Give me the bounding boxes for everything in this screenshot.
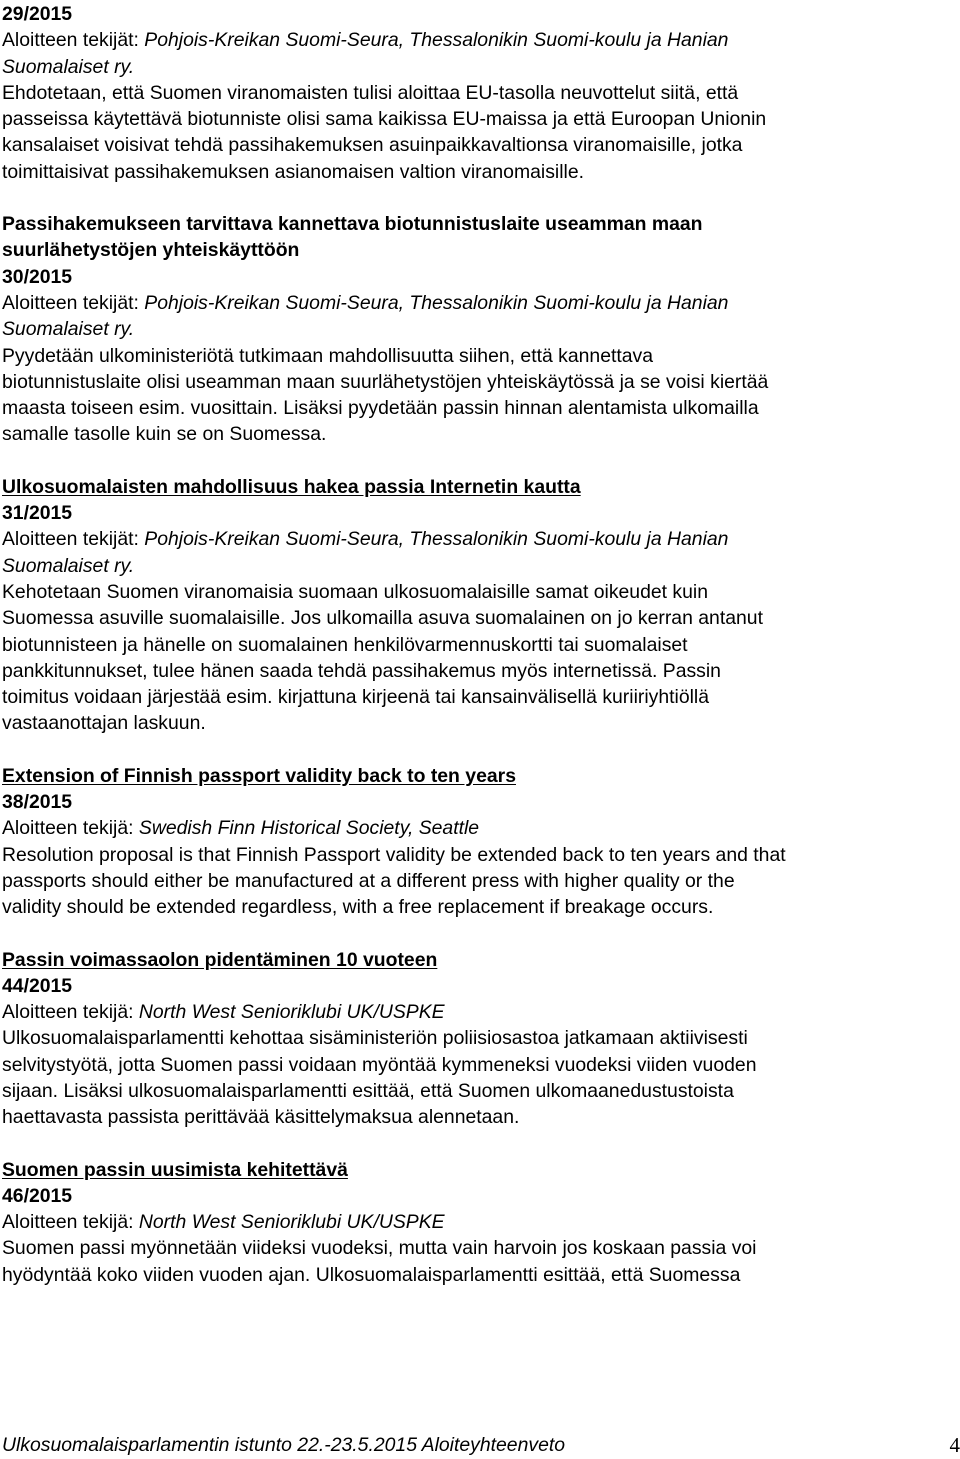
body-line: Suomessa asuville suomalaisille. Jos ulkomailla asuva suomalainen on jo kerran antanut xyxy=(2,607,763,630)
body-line: biotunnisteen ja hänelle on suomalainen henkilövarmennuskortti tai suomalaiset xyxy=(2,633,688,656)
section-title: Passin voimassaolon pidentäminen 10 vuoteen xyxy=(2,948,438,971)
initiative-number: 46/2015 xyxy=(2,1184,73,1207)
initiator-line xyxy=(2,1209,957,1235)
body-line: toimittaisivat passihakemuksen asianomaisen valtion viranomaisille. xyxy=(2,160,584,183)
section-spacer xyxy=(2,185,957,211)
body-line: Ulkosuomalaisparlamentti kehottaa sisäministeriön poliisiosastoa jatkamaan aktiivisesti xyxy=(2,1027,748,1050)
body-line: sijaan. Lisäksi ulkosuomalaisparlamentti esittää, että Suomen ulkomaanedustustoista xyxy=(2,1079,734,1102)
initiator-name: North West Senioriklubi UK/USPKE xyxy=(138,1001,445,1024)
initiator-name-cont: Suomalaiset ry. xyxy=(2,554,135,577)
section-title: Passihakemukseen tarvittava kannettava biotunnistuslaite useamman maan xyxy=(2,213,703,236)
page-number: 4 xyxy=(949,1433,960,1457)
page-footer xyxy=(2,1432,960,1458)
initiator-line xyxy=(2,27,957,53)
initiator-name: Pohjois-Kreikan Suomi-Seura, Thessalonikin Suomi-koulu ja Hanian xyxy=(144,29,729,52)
initiative-31-2015 xyxy=(2,474,957,737)
section-spacer xyxy=(2,1131,957,1157)
body-line: samalle tasolle kuin se on Suomessa. xyxy=(2,423,327,446)
initiative-38-2015 xyxy=(2,763,957,921)
body-line: validity should be extended regardless, with a free replacement if breakage occurs. xyxy=(2,896,714,919)
initiator-name: Swedish Finn Historical Society, Seattle xyxy=(138,817,480,840)
initiative-number: 44/2015 xyxy=(2,974,73,997)
section-title-cont: suurlähetystöjen yhteiskäyttöön xyxy=(2,239,300,262)
body-line: biotunnistuslaite olisi useamman maan suurlähetystöjen yhteiskäytössä ja se voisi kiertää xyxy=(2,370,769,393)
section-title: Extension of Finnish passport validity back to ten years xyxy=(2,764,516,787)
initiator-label: Aloitteen tekijät: xyxy=(2,291,145,314)
initiative-29-2015 xyxy=(2,1,957,185)
initiative-46-2015 xyxy=(2,1157,957,1288)
initiator-label: Aloitteen tekijä: xyxy=(2,817,139,840)
body-line: Resolution proposal is that Finnish Passport validity be extended back to ten years and that xyxy=(2,843,786,866)
initiator-line xyxy=(2,290,957,316)
body-line: toimitus voidaan järjestää esim. kirjattuna kirjeenä tai kansainvälisellä kuriiriyhtiöllä xyxy=(2,686,710,709)
section-spacer xyxy=(2,448,957,474)
initiator-line xyxy=(2,999,957,1025)
body-line: vastaanottajan laskuun. xyxy=(2,712,206,735)
body-line: passeissa käytettävä biotunniste olisi sama kaikissa EU-maissa ja että Euroopan Unionin xyxy=(2,108,767,131)
body-line: selvitystyötä, jotta Suomen passi voidaan myöntää kymmeneksi vuodeksi viiden vuoden xyxy=(2,1053,757,1076)
initiator-line xyxy=(2,815,957,841)
initiator-label: Aloitteen tekijät: xyxy=(2,29,145,52)
initiator-label: Aloitteen tekijät: xyxy=(2,528,145,551)
initiator-name-cont: Suomalaiset ry. xyxy=(2,318,135,341)
body-line: Ehdotetaan, että Suomen viranomaisten tulisi aloittaa EU-tasolla neuvottelut siitä, että xyxy=(2,81,739,104)
initiator-name-cont: Suomalaiset ry. xyxy=(2,55,135,78)
body-line: maasta toiseen esim. vuosittain. Lisäksi pyydetään passin hinnan alentamista ulkomailla xyxy=(2,397,759,420)
initiative-number: 29/2015 xyxy=(2,3,73,25)
section-title: Suomen passin uusimista kehitettävä xyxy=(2,1158,348,1181)
body-line: haettavasta passista perittävää käsittelymaksua alennetaan. xyxy=(2,1106,520,1129)
body-line: passports should either be manufactured at a different press with higher quality or the xyxy=(2,869,735,892)
initiator-name: Pohjois-Kreikan Suomi-Seura, Thessalonikin Suomi-koulu ja Hanian xyxy=(144,291,729,314)
initiator-label: Aloitteen tekijä: xyxy=(2,1211,139,1234)
initiative-44-2015 xyxy=(2,947,957,1131)
body-line: Pyydetään ulkoministeriötä tutkimaan mahdollisuutta siihen, että kannettava xyxy=(2,344,654,367)
initiative-number: 30/2015 xyxy=(2,265,73,288)
initiator-line xyxy=(2,526,957,552)
document-body xyxy=(2,1,957,1288)
initiative-number: 31/2015 xyxy=(2,502,73,525)
section-title: Ulkosuomalaisten mahdollisuus hakea passia Internetin kautta xyxy=(2,475,581,498)
initiative-30-2015 xyxy=(2,211,957,448)
section-spacer xyxy=(2,921,957,947)
initiator-name: North West Senioriklubi UK/USPKE xyxy=(138,1211,445,1234)
body-line: hyödyntää koko viiden vuoden ajan. Ulkosuomalaisparlamentti esittää, että Suomessa xyxy=(2,1263,741,1286)
initiator-name: Pohjois-Kreikan Suomi-Seura, Thessalonikin Suomi-koulu ja Hanian xyxy=(144,528,729,551)
body-line: kansalaiset voisivat tehdä passihakemuksen asuinpaikkavaltionsa viranomaisille, jotka xyxy=(2,134,743,157)
initiator-label: Aloitteen tekijä: xyxy=(2,1001,139,1024)
footer-title: Ulkosuomalaisparlamentin istunto 22.-23.5.2015 Aloiteyhteenveto xyxy=(2,1434,566,1456)
initiative-number: 38/2015 xyxy=(2,791,73,814)
body-line: Kehotetaan Suomen viranomaisia suomaan ulkosuomalaisille samat oikeudet kuin xyxy=(2,580,709,603)
body-line: Suomen passi myönnetään viideksi vuodeksi, mutta vain harvoin jos koskaan passia voi xyxy=(2,1237,757,1260)
body-line: pankkitunnukset, tulee hänen saada tehdä passihakemus myös internetissä. Passin xyxy=(2,659,721,682)
section-spacer xyxy=(2,737,957,763)
